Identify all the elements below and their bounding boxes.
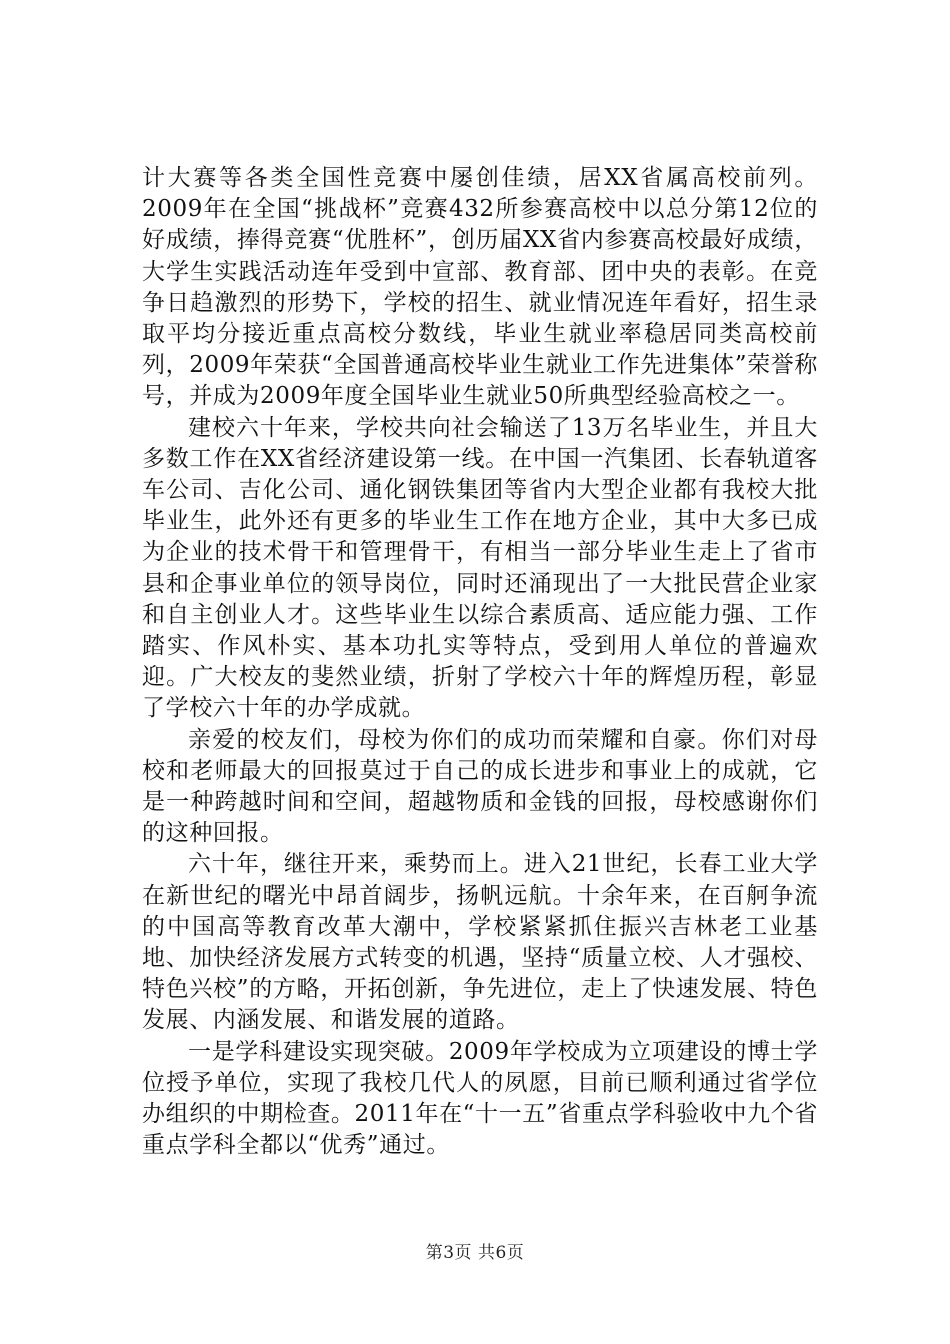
page-number-footer: 第3页 共6页 (425, 1243, 525, 1263)
paragraph-4: 六十年，继往开来，乘势而上。进入21世纪，长春工业大学在新世纪的曙光中昂首阔步，扬帆远航。十余年来，在百舸争流的中国高等教育改革大潮中，学校紧紧抓住振兴吉林老工业基地、加快经济发展方式转变的机遇，坚持“质量立校、人才强校、特色兴校”的方略，开拓创新，争先进位，走上了快速发展、特色发展、内涵发展、和谐发展的道路。 (142, 851, 818, 1034)
paragraph-2: 建校六十年来，学校共向社会输送了13万名毕业生，并且大多数工作在XX省经济建设第一线。在中国一汽集团、长春轨道客车公司、吉化公司、通化钢铁集团等省内大型企业都有我校大批毕业生，此外还有更多的毕业生工作在地方企业，其中大多已成为企业的技术骨干和管理骨干，有相当一部分毕业生走上了省市县和企事业单位的领导岗位，同时还涌现出了一大批民营企业家和自主创业人才。这些毕业生以综合素质高、适应能力强、工作踏实、作风朴实、基本功扎实等特点，受到用人单位的普遍欢迎。广大校友的斐然业绩，折射了学校六十年的辉煌历程，彰显了学校六十年的办学成就。 (142, 414, 818, 722)
paragraph-1: 计大赛等各类全国性竞赛中屡创佳绩，居XX省属高校前列。2009年在全国“挑战杯”竞赛432所参赛高校中以总分第12位的好成绩，捧得竞赛“优胜杯”，创历届XX省内参赛高校最好成绩，大学生实践活动连年受到中宣部、教育部、团中央的表彰。在竞争日趋激烈的形势下，学校的招生、就业情况连年看好，招生录取平均分接近重点高校分数线，毕业生就业率稳居同类高校前列，2009年荣获“全国普通高校毕业生就业工作先进集体”荣誉称号，并成为2009年度全国毕业生就业50所典型经验高校之一。 (142, 165, 818, 410)
document-body (142, 163, 818, 1162)
paragraph-3: 亲爱的校友们，母校为你们的成功而荣耀和自豪。你们对母校和老师最大的回报莫过于自己的成长进步和事业上的成就，它是一种跨越时间和空间，超越物质和金钱的回报，母校感谢你们的这种回报。 (142, 726, 818, 847)
paragraph-5: 一是学科建设实现突破。2009年学校成为立项建设的博士学位授予单位，实现了我校几代人的夙愿，目前已顺利通过省学位办组织的中期检查。2011年在“十一五”省重点学科验收中九个省重点学科全都以“优秀”通过。 (142, 1038, 818, 1159)
